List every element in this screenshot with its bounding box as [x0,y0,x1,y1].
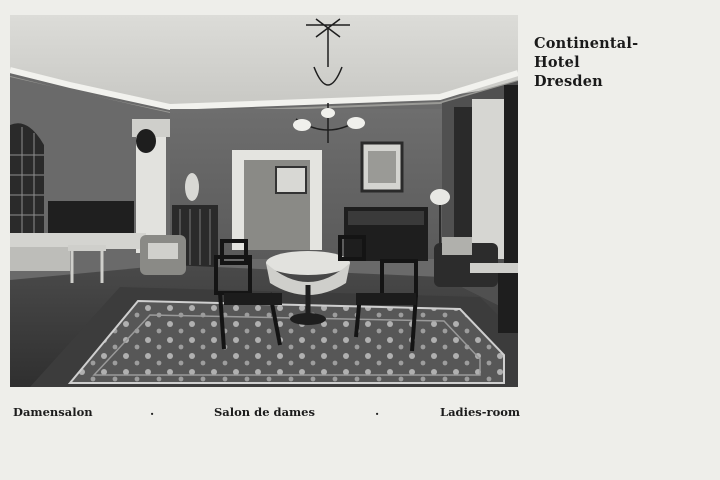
caption-separator-1: . [150,404,155,418]
hotel-name-line-2: Hotel [534,54,580,71]
hotel-name [534,34,638,91]
caption-english: Ladies-room [440,405,521,419]
caption-separator-2: . [375,404,380,418]
salon-photograph [10,15,518,387]
caption-french: Salon de dames [214,405,315,419]
hotel-name-line-1: Continental- [534,35,639,52]
hotel-name-line-3: Dresden [534,73,603,90]
caption-german: Damensalon [13,405,93,419]
salon-interior-illustration [10,15,518,387]
